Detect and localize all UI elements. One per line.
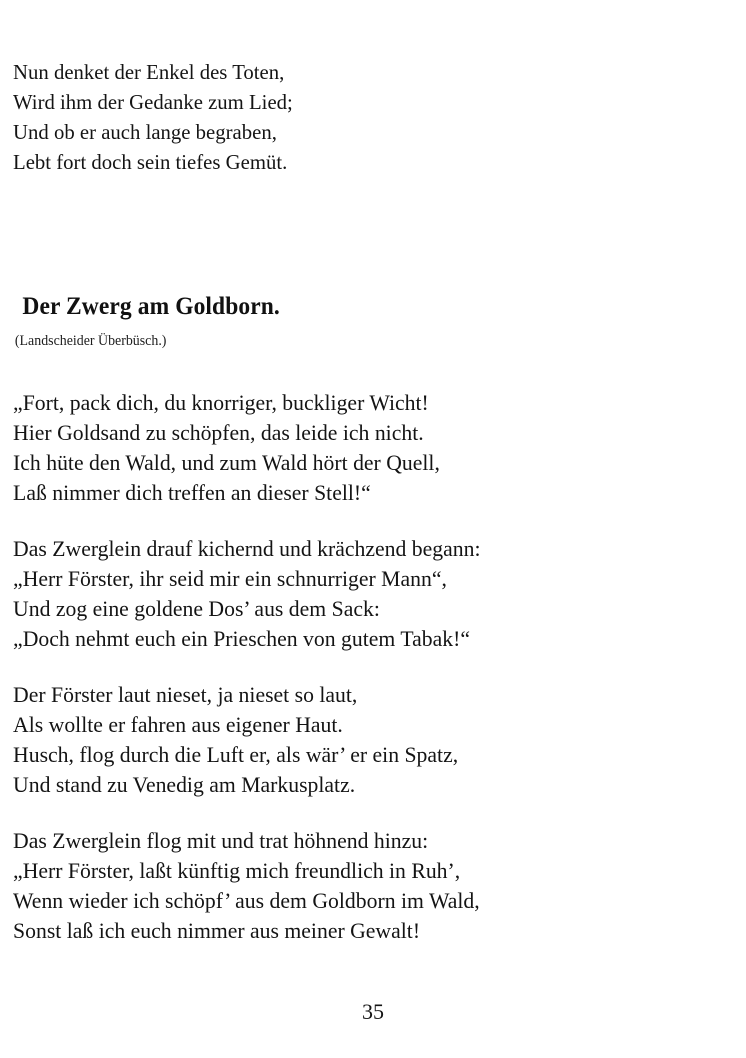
verse-line: „Fort, pack dich, du knorriger, buckliger Wicht! — [13, 390, 429, 415]
poem-subtitle: (Landscheider Überbüsch.) — [14, 333, 167, 349]
page-number: 35 — [362, 999, 384, 1024]
previous-poem-stanza — [0, 57, 746, 177]
verse-line: Und ob er auch lange begraben, — [13, 120, 277, 144]
poem-body — [0, 388, 746, 946]
verse-line: Und zog eine goldene Dos’ aus dem Sack: — [13, 596, 380, 621]
verse-line: Das Zwerglein drauf kichernd und krächzend begann: — [13, 536, 481, 561]
verse-line: „Herr Förster, ihr seid mir ein schnurriger Mann“, — [13, 566, 447, 591]
verse-line: Und stand zu Venedig am Markusplatz. — [13, 772, 356, 797]
verse-line: Hier Goldsand zu schöpfen, das leide ich nicht. — [13, 420, 424, 445]
verse-line: Lebt fort doch sein tiefes Gemüt. — [13, 150, 288, 174]
verse-line: „Doch nehmt euch ein Prieschen von gutem Tabak!“ — [13, 626, 470, 651]
stanza — [0, 680, 746, 800]
poem-title: Der Zwerg am Goldborn. — [22, 293, 280, 320]
verse-line: „Herr Förster, laßt künftig mich freundlich in Ruh’, — [13, 858, 461, 883]
stanza — [0, 388, 746, 508]
verse-line: Sonst laß ich euch nimmer aus meiner Gewalt! — [13, 918, 421, 943]
verse-line: Ich hüte den Wald, und zum Wald hört der Quell, — [13, 450, 440, 475]
verse-line: Wenn wieder ich schöpf’ aus dem Goldborn im Wald, — [13, 888, 480, 913]
poem-heading — [0, 293, 746, 350]
verse-line: Laß nimmer dich treffen an dieser Stell!“ — [13, 480, 371, 505]
verse-line: Als wollte er fahren aus eigener Haut. — [13, 712, 343, 737]
stanza — [0, 534, 746, 654]
verse-line: Der Förster laut nieset, ja nieset so laut, — [13, 682, 358, 707]
verse-line: Wird ihm der Gedanke zum Lied; — [13, 90, 293, 114]
stanza — [0, 826, 746, 946]
verse-line: Das Zwerglein flog mit und trat höhnend hinzu: — [13, 828, 429, 853]
verse-line: Nun denket der Enkel des Toten, — [13, 60, 285, 84]
verse-line: Husch, flog durch die Luft er, als wär’ er ein Spatz, — [13, 742, 459, 767]
